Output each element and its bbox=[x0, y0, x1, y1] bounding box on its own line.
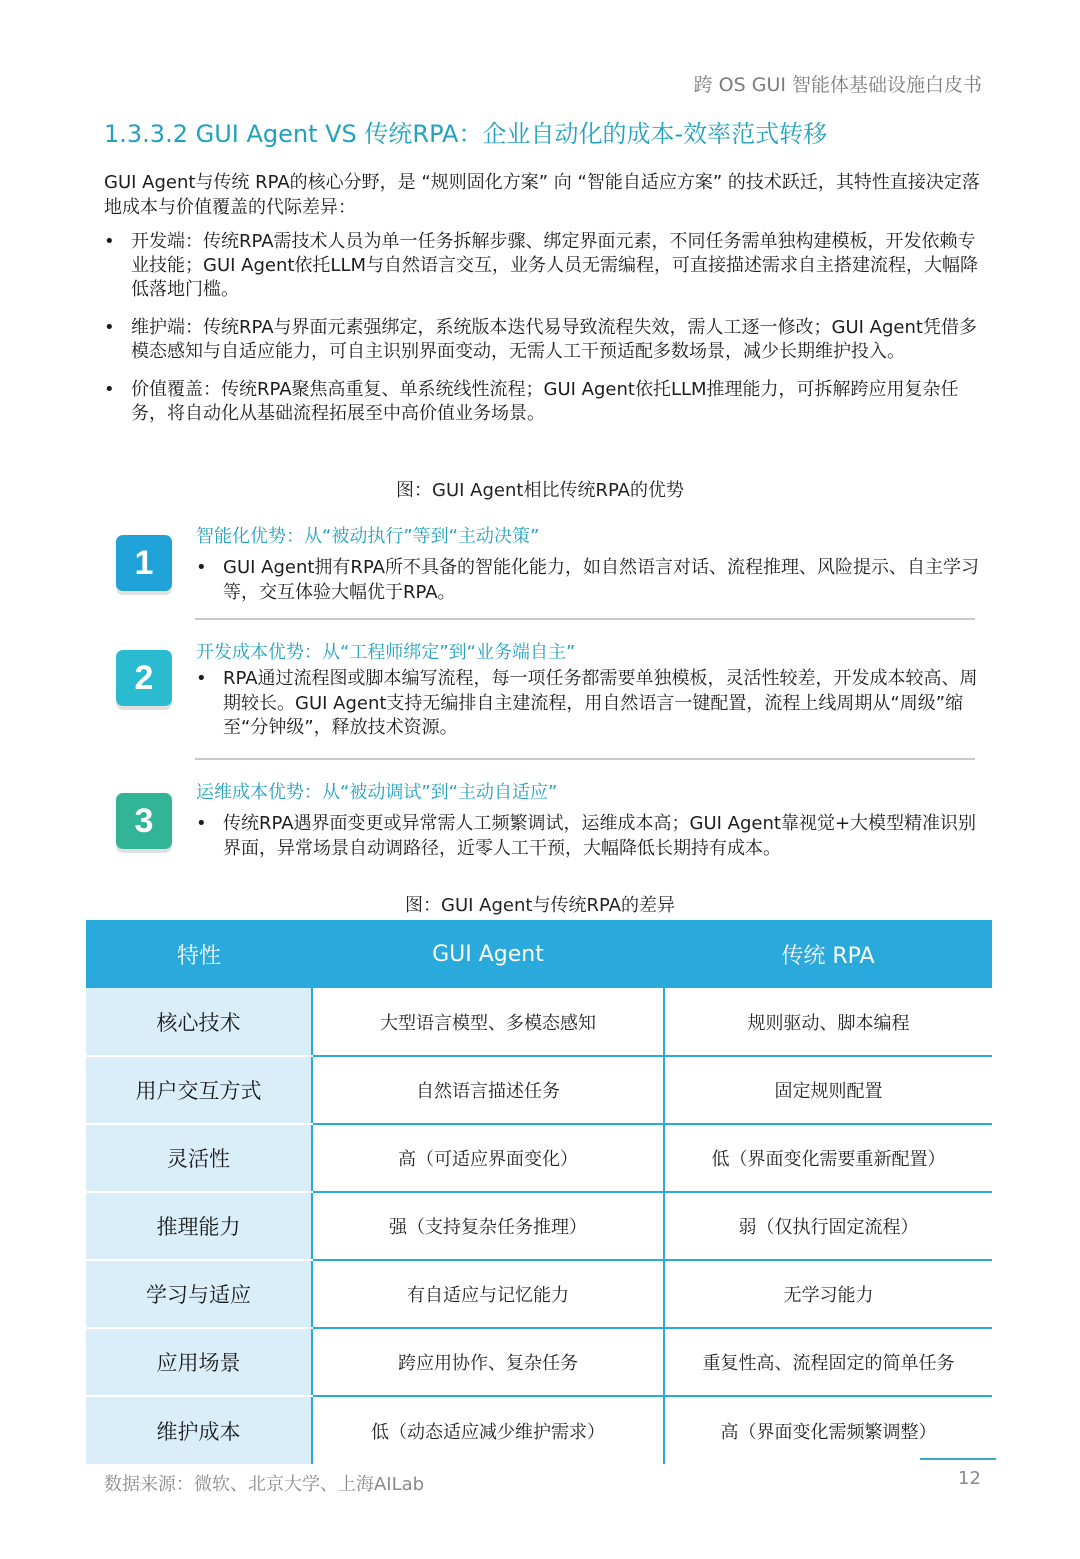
table-row bbox=[86, 1124, 992, 1192]
advantage-title: 开发成本优势：从“工程师绑定”到“业务端自主” bbox=[196, 642, 576, 663]
advantage-number-badge: 3 bbox=[116, 793, 172, 849]
table-header-row bbox=[86, 920, 992, 988]
table-row bbox=[86, 1396, 992, 1464]
bullet-item bbox=[104, 378, 984, 426]
advantage-item bbox=[116, 776, 986, 866]
table-cell: 跨应用协作、复杂任务 bbox=[312, 1328, 664, 1396]
advantage-number-badge: 1 bbox=[116, 535, 172, 591]
bullet-marker: • bbox=[196, 557, 207, 578]
bullet-marker: • bbox=[104, 317, 115, 338]
bullet-item bbox=[104, 316, 984, 364]
table-cell: 高（可适应界面变化） bbox=[312, 1124, 664, 1192]
advantage-description bbox=[196, 812, 986, 861]
table-cell: 大型语言模型、多模态感知 bbox=[312, 988, 664, 1056]
bullet-item bbox=[104, 230, 984, 302]
bullet-text: 价值覆盖：传统RPA聚焦高重复、单系统线性流程；GUI Agent依托LLM推理能力，可拆解跨应用复杂任务，将自动化从基础流程拓展至中高价值业务场景。 bbox=[131, 379, 959, 424]
figure-caption: 图：GUI Agent相比传统RPA的优势 bbox=[396, 480, 684, 501]
table-feature-cell: 灵活性 bbox=[86, 1124, 312, 1192]
table-cell: 无学习能力 bbox=[664, 1260, 992, 1328]
footer-rule bbox=[920, 1458, 996, 1460]
table-cell: 自然语言描述任务 bbox=[312, 1056, 664, 1124]
table-feature-cell: 推理能力 bbox=[86, 1192, 312, 1260]
table-row bbox=[86, 1056, 992, 1124]
table-row bbox=[86, 1192, 992, 1260]
table-feature-cell: 维护成本 bbox=[86, 1396, 312, 1464]
table-cell: 规则驱动、脚本编程 bbox=[664, 988, 992, 1056]
table-feature-cell: 应用场景 bbox=[86, 1328, 312, 1396]
table-cell: 有自适应与记忆能力 bbox=[312, 1260, 664, 1328]
table-cell: 强（支持复杂任务推理） bbox=[312, 1192, 664, 1260]
table-cell: 固定规则配置 bbox=[664, 1056, 992, 1124]
divider bbox=[195, 618, 975, 620]
advantage-number-badge: 2 bbox=[116, 650, 172, 706]
table-header-cell: 传统 RPA bbox=[664, 920, 992, 988]
table-cell: 高（界面变化需频繁调整） bbox=[664, 1396, 992, 1464]
advantage-description bbox=[196, 667, 986, 741]
bullet-marker: • bbox=[196, 668, 207, 689]
advantage-description bbox=[196, 556, 986, 605]
bullet-text: 开发端：传统RPA需技术人员为单一任务拆解步骤、绑定界面元素，不同任务需单独构建模板，开发依赖专业技能；GUI Agent依托LLM与自然语言交互，业务人员无需编程，可直接描述需求自主搭建流程，大幅降低落地门槛。 bbox=[131, 231, 979, 300]
advantage-item bbox=[116, 636, 986, 756]
table-cell: 低（动态适应减少维护需求） bbox=[312, 1396, 664, 1464]
comparison-table bbox=[86, 920, 992, 1464]
advantage-item bbox=[116, 520, 986, 620]
table-feature-cell: 用户交互方式 bbox=[86, 1056, 312, 1124]
bullet-marker: • bbox=[104, 379, 115, 400]
bullet-marker: • bbox=[196, 813, 207, 834]
table-row bbox=[86, 988, 992, 1056]
table-header-cell: GUI Agent bbox=[312, 920, 664, 988]
bullet-text: 维护端：传统RPA与界面元素强绑定，系统版本迭代易导致流程失效，需人工逐一修改；GUI Agent凭借多模态感知与自适应能力，可自主识别界面变动，无需人工干预适配多数场景，减少长期维护投入。 bbox=[131, 317, 977, 362]
figure-caption: 图：GUI Agent与传统RPA的差异 bbox=[405, 895, 675, 916]
data-source-note: 数据来源：微软、北京大学、上海AILab bbox=[104, 1474, 425, 1495]
table-cell: 低（界面变化需要重新配置） bbox=[664, 1124, 992, 1192]
section-title: 1.3.3.2 GUI Agent VS 传统RPA：企业自动化的成本-效率范式转移 bbox=[104, 120, 828, 148]
table-feature-cell: 学习与适应 bbox=[86, 1260, 312, 1328]
table-row bbox=[86, 1328, 992, 1396]
document-header-title: 跨 OS GUI 智能体基础设施白皮书 bbox=[693, 74, 982, 96]
bullet-marker: • bbox=[104, 231, 115, 252]
page-number: 12 bbox=[958, 1468, 981, 1489]
bullet-list bbox=[104, 230, 984, 426]
advantage-description-text: RPA通过流程图或脚本编写流程，每一项任务都需要单独模板，灵活性较差，开发成本较高、周期较长。GUI Agent支持无编排自主建流程，用自然语言一键配置，流程上线周期从“周级”缩至“分钟级”，释放技术资源。 bbox=[223, 668, 978, 738]
advantage-title: 智能化优势：从“被动执行”等到“主动决策” bbox=[196, 526, 540, 547]
table-row bbox=[86, 1260, 992, 1328]
divider bbox=[195, 758, 975, 760]
intro-paragraph: GUI Agent与传统 RPA的核心分野，是 “规则固化方案” 向 “智能自适应方案” 的技术跃迁，其特性直接决定落地成本与价值覆盖的代际差异： bbox=[104, 172, 980, 218]
advantage-description-text: GUI Agent拥有RPA所不具备的智能化能力，如自然语言对话、流程推理、风险提示、自主学习等，交互体验大幅优于RPA。 bbox=[223, 557, 979, 603]
table-cell: 弱（仅执行固定流程） bbox=[664, 1192, 992, 1260]
advantage-description-text: 传统RPA遇界面变更或异常需人工频繁调试，运维成本高；GUI Agent靠视觉+大模型精准识别界面，异常场景自动调路径，近零人工干预，大幅降低长期持有成本。 bbox=[223, 813, 977, 859]
table-header-cell: 特性 bbox=[86, 920, 312, 988]
table-cell: 重复性高、流程固定的简单任务 bbox=[664, 1328, 992, 1396]
table-feature-cell: 核心技术 bbox=[86, 988, 312, 1056]
advantage-title: 运维成本优势：从“被动调试”到“主动自适应” bbox=[196, 782, 558, 803]
